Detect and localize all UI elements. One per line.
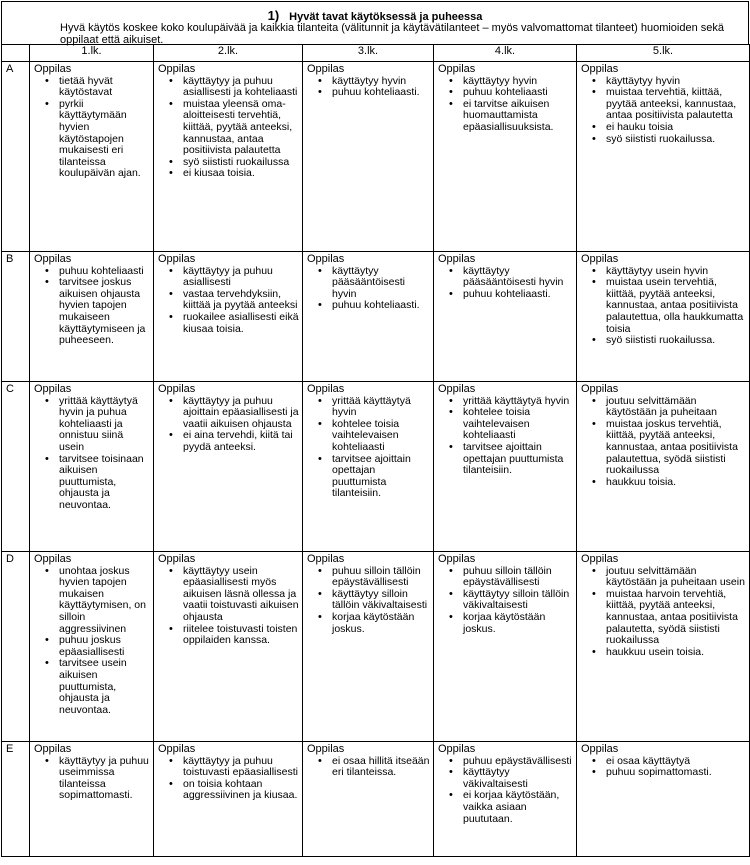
criteria-item: • syö siististi ruokailussa	[183, 157, 300, 169]
criteria-item: • haukkuu usein toisia.	[606, 647, 747, 659]
criteria-list	[581, 266, 747, 347]
criteria-item: • puhuu silloin tällöin epäystävällisesti	[463, 566, 574, 589]
criteria-list	[307, 396, 431, 500]
table-cell	[303, 62, 434, 252]
cell-heading: Oppilas	[438, 553, 476, 565]
table-row	[2, 382, 750, 552]
criteria-item: • ei tarvitse aikuisen huomauttamista epäasiallisuuksista.	[463, 99, 574, 134]
criteria-list	[34, 566, 151, 717]
criteria-list	[438, 396, 574, 477]
cell-heading: Oppilas	[307, 383, 345, 395]
section-title	[2, 8, 748, 23]
table-row	[2, 252, 750, 382]
cell-heading: Oppilas	[581, 63, 619, 75]
table-cell	[30, 62, 154, 252]
cell-heading: Oppilas	[34, 383, 72, 395]
table-cell	[434, 382, 577, 552]
criteria-list	[158, 756, 300, 802]
criteria-list	[307, 756, 431, 779]
cell-heading: Oppilas	[438, 63, 476, 75]
criteria-item: • käyttäytyy ja puhuu ajoittain epäasiallisesti ja vaatii aikuisen ohjausta	[183, 396, 300, 431]
cell-heading: Oppilas	[307, 743, 345, 755]
table-cell	[30, 252, 154, 382]
table-cell	[154, 742, 303, 857]
criteria-list	[581, 76, 747, 146]
cell-heading: Oppilas	[158, 553, 196, 565]
criteria-list	[158, 566, 300, 647]
criteria-item: • tarvitsee ajoittain opettajan puuttumista tilanteisiin.	[332, 454, 431, 500]
table-cell	[577, 62, 750, 252]
criteria-item: • käyttäytyy ja puhuu useimmissa tilanteissa sopimattomasti.	[59, 756, 151, 802]
criteria-item: • pyrkii käyttäytymään hyvien käytöstapojen mukaisesti eri tilanteissa koulupäivän ajan.	[59, 99, 151, 180]
criteria-item: • kohtelee toisia vaihtelevaisen kohteliaasti	[332, 419, 431, 454]
column-header: 5.lk.	[577, 45, 750, 62]
table-cell	[154, 62, 303, 252]
criteria-item: • ei aina tervehdi, kiitä tai pyydä anteeksi.	[183, 430, 300, 453]
table-cell	[303, 382, 434, 552]
criteria-item: • käyttäytyy ja puhuu asiallisesti ja kohteliaasti	[183, 76, 300, 99]
criteria-item: • tarvitsee toisinaan aikuisen puuttumista, ohjausta ja neuvontaa.	[59, 454, 151, 512]
criteria-item: • joutuu selvittämään käytöstään ja puheitaan	[606, 396, 747, 419]
criteria-list	[438, 266, 574, 301]
criteria-item: • tarvitsee usein aikuisen puuttumista, ohjausta ja neuvontaa.	[59, 658, 151, 716]
criteria-item: • muistaa joskus tervehtiä, kiittää, pyytää anteeksi, kannustaa, antaa positiivista palautettua, syödä siististi ruokailussa	[606, 419, 747, 477]
section-description: Hyvä käytös koskee koko koulupäivää ja kaikkia tilanteita (välitunnit ja käytävätilanteet – myös valvomattomat tilanteet) huomioiden sekä oppilaat että aikuiset.	[60, 22, 725, 46]
table-cell	[30, 552, 154, 742]
criteria-list	[307, 76, 431, 99]
criteria-item: • muistaa tervehtiä, kiittää, pyytää anteeksi, kannustaa, antaa positiivista palautetta	[606, 87, 747, 122]
criteria-list	[34, 396, 151, 512]
criteria-item: • käyttäytyy hyvin	[332, 76, 431, 88]
cell-heading: Oppilas	[581, 383, 619, 395]
criteria-item: • puhuu silloin tällöin epäystävällisesti	[332, 566, 431, 589]
section-title-text: Hyvät tavat käytöksessä ja puheessa	[289, 11, 483, 23]
section-number: 1)	[267, 8, 280, 23]
criteria-list	[581, 756, 747, 779]
criteria-item: • puhuu kohteliaasti.	[332, 300, 431, 312]
row-label: A	[2, 62, 30, 252]
row-label: B	[2, 252, 30, 382]
criteria-item: • muistaa usein tervehtiä, kiittää, pyytää anteeksi, kannustaa, antaa positiivista palautettua, olla haukkumatta toisia	[606, 277, 747, 335]
table-cell	[154, 382, 303, 552]
column-header: 2.lk.	[154, 45, 303, 62]
criteria-item: • käyttäytyy pääsääntöisesti hyvin	[332, 266, 431, 301]
cell-heading: Oppilas	[34, 63, 72, 75]
table-cell	[577, 252, 750, 382]
criteria-item: • muistaa harvoin tervehtiä, kiittää, pyytää anteeksi, kannustaa, antaa positiivista palautetta, syödä siististi ruokailussa	[606, 589, 747, 647]
table-cell	[30, 382, 154, 552]
table-cell	[303, 742, 434, 857]
criteria-item: • tarvitsee ajoittain opettajan puuttumista tilanteisiin.	[463, 442, 574, 477]
cell-heading: Oppilas	[438, 743, 476, 755]
cell-heading: Oppilas	[307, 553, 345, 565]
criteria-item: • käyttäytyy usein hyvin	[606, 266, 747, 278]
cell-heading: Oppilas	[34, 743, 72, 755]
cell-heading: Oppilas	[438, 383, 476, 395]
table-cell	[577, 382, 750, 552]
table-row	[2, 62, 750, 252]
criteria-item: • puhuu sopimattomasti.	[606, 767, 747, 779]
table-cell	[434, 552, 577, 742]
criteria-item: • unohtaa joskus hyvien tapojen mukaisen käyttäytymisen, on silloin aggressiivinen	[59, 566, 151, 636]
criteria-item: • riitelee toistuvasti toisten oppilaiden kanssa.	[183, 624, 300, 647]
criteria-item: • tarvitsee joskus aikuisen ohjausta hyvien tapojen mukaiseen käyttäytymiseen ja puheeseen.	[59, 277, 151, 347]
criteria-list	[581, 566, 747, 659]
cell-heading: Oppilas	[158, 63, 196, 75]
cell-heading: Oppilas	[307, 63, 345, 75]
criteria-list	[158, 266, 300, 336]
corner-cell	[2, 45, 30, 62]
table-cell	[577, 742, 750, 857]
column-header: 4.lk.	[434, 45, 577, 62]
criteria-item: • kohtelee toisia vaihtelevaisen kohteliaasti	[463, 407, 574, 442]
table-cell	[154, 552, 303, 742]
criteria-item: • käyttäytyy pääsääntöisesti hyvin	[463, 266, 574, 289]
criteria-list	[307, 566, 431, 636]
criteria-item: • käyttäytyy väkivaltaisesti	[463, 767, 574, 790]
table-row	[2, 552, 750, 742]
criteria-list	[438, 76, 574, 134]
criteria-list	[158, 396, 300, 454]
document-header	[1, 1, 749, 45]
grading-table	[1, 44, 750, 857]
cell-heading: Oppilas	[581, 743, 619, 755]
cell-heading: Oppilas	[158, 743, 196, 755]
criteria-list	[307, 266, 431, 312]
cell-heading: Oppilas	[34, 253, 72, 265]
row-label: D	[2, 552, 30, 742]
criteria-item: • puhuu kohteliaasti	[59, 266, 151, 278]
criteria-item: • syö siististi ruokailussa.	[606, 134, 747, 146]
criteria-item: • ruokailee asiallisesti eikä kiusaa toisia.	[183, 312, 300, 335]
criteria-list	[158, 76, 300, 180]
criteria-item: • joutuu selvittämään käytöstään ja puheitaan usein	[606, 566, 747, 589]
criteria-item: • ei hauku toisia	[606, 122, 747, 134]
criteria-item: • käyttäytyy silloin tällöin väkivaltaisesti	[463, 589, 574, 612]
criteria-item: • puhuu joskus epäasiallisesti	[59, 635, 151, 658]
cell-heading: Oppilas	[158, 253, 196, 265]
column-header-row	[2, 45, 750, 62]
criteria-item: • ei osaa hillitä itseään eri tilanteissa.	[332, 756, 431, 779]
table-cell	[577, 552, 750, 742]
criteria-list	[34, 76, 151, 180]
table-cell	[434, 252, 577, 382]
cell-heading: Oppilas	[307, 253, 345, 265]
criteria-item: • yrittää käyttäytyä hyvin ja puhua kohteliaasti ja onnistuu siinä usein	[59, 396, 151, 454]
criteria-item: • tietää hyvät käytöstavat	[59, 76, 151, 99]
criteria-list	[34, 266, 151, 347]
criteria-item: • syö siististi ruokailussa.	[606, 335, 747, 347]
criteria-item: • yrittää käyttäytyä hyvin	[332, 396, 431, 419]
criteria-item: • käyttäytyy usein epäasiallisesti myös aikuisen läsnä ollessa ja vaatii toistuvasti aikuisen ohjausta	[183, 566, 300, 624]
criteria-item: • puhuu kohteliaasti.	[463, 289, 574, 301]
criteria-item: • käyttäytyy hyvin	[606, 76, 747, 88]
table-cell	[154, 252, 303, 382]
cell-heading: Oppilas	[581, 253, 619, 265]
row-label: C	[2, 382, 30, 552]
table-cell	[434, 742, 577, 857]
criteria-list	[34, 756, 151, 802]
criteria-item: • ei korjaa käytöstään, vaikka asiaan puututaan.	[463, 790, 574, 825]
cell-heading: Oppilas	[581, 553, 619, 565]
criteria-item: • muistaa yleensä oma-aloitteisesti tervehtiä, kiittää, pyytää anteeksi, kannustaa, antaa positiivista palautetta	[183, 99, 300, 157]
criteria-item: • käyttäytyy ja puhuu asiallisesti	[183, 266, 300, 289]
criteria-item: • yrittää käyttäytyä hyvin	[463, 396, 574, 408]
criteria-item: • vastaa tervehdyksiin, kiittää ja pyytää anteeksi	[183, 289, 300, 312]
table-cell	[303, 252, 434, 382]
column-header: 3.lk.	[303, 45, 434, 62]
criteria-list	[438, 756, 574, 826]
criteria-item: • puhuu kohteliaasti.	[332, 87, 431, 99]
table-cell	[434, 62, 577, 252]
criteria-item: • puhuu kohteliaasti	[463, 87, 574, 99]
column-header: 1.lk.	[30, 45, 154, 62]
criteria-item: • käyttäytyy ja puhuu toistuvasti epäasiallisesti	[183, 756, 300, 779]
criteria-item: • ei kiusaa toisia.	[183, 168, 300, 180]
criteria-item: • puhuu epäystävällisesti	[463, 756, 574, 768]
criteria-item: • ei osaa käyttäytyä	[606, 756, 747, 768]
document-page	[1, 1, 749, 864]
table-cell	[303, 552, 434, 742]
cell-heading: Oppilas	[158, 383, 196, 395]
criteria-list	[581, 396, 747, 489]
row-label: E	[2, 742, 30, 857]
cell-heading: Oppilas	[34, 553, 72, 565]
table-row	[2, 742, 750, 857]
table-cell	[30, 742, 154, 857]
criteria-item: • haukkuu toisia.	[606, 477, 747, 489]
criteria-item: • käyttäytyy hyvin	[463, 76, 574, 88]
criteria-item: • käyttäytyy silloin tällöin väkivaltaisesti	[332, 589, 431, 612]
criteria-item: • on toisia kohtaan aggressiivinen ja kiusaa.	[183, 779, 300, 802]
cell-heading: Oppilas	[438, 253, 476, 265]
criteria-item: • korjaa käytöstään joskus.	[463, 612, 574, 635]
criteria-list	[438, 566, 574, 636]
criteria-item: • korjaa käytöstään joskus.	[332, 612, 431, 635]
